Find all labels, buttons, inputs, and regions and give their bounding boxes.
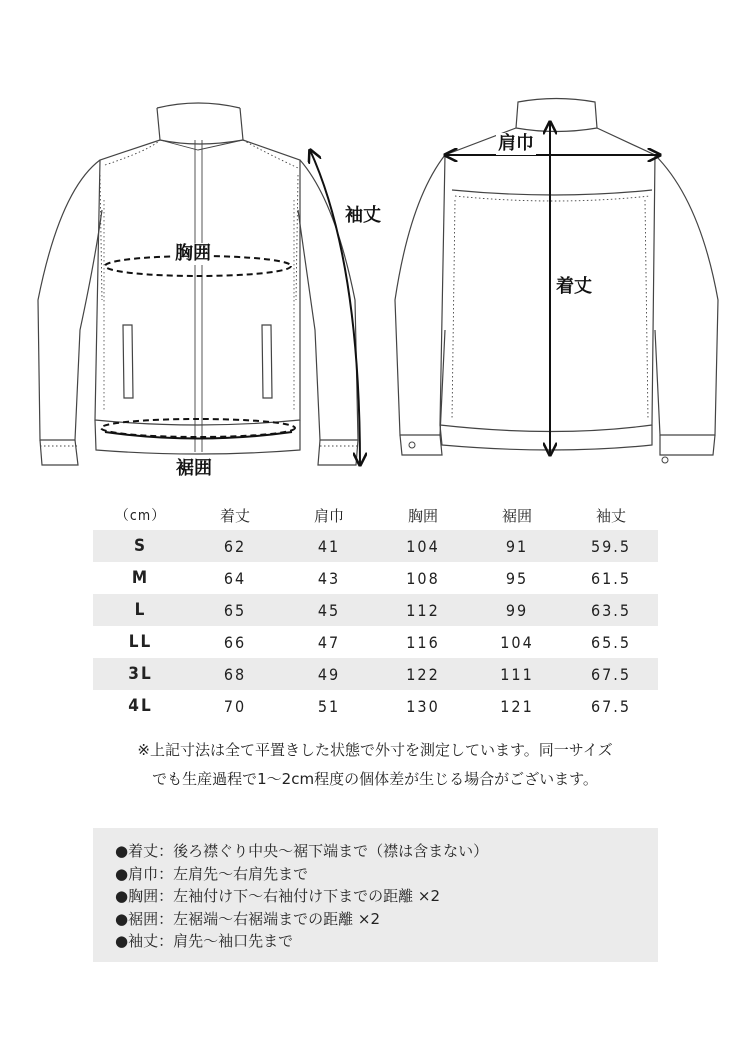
table-cell: 45 xyxy=(282,594,376,626)
length-label: 着丈 xyxy=(556,276,592,297)
table-cell: 116 xyxy=(406,632,440,652)
table-cell: 122 xyxy=(376,658,470,690)
table-row xyxy=(93,690,658,722)
jacket-diagram xyxy=(0,0,750,490)
table-cell: 111 xyxy=(470,658,564,690)
table-cell: 68 xyxy=(188,658,282,690)
table-cell: 64 xyxy=(223,568,247,588)
bullet-icon: ● xyxy=(115,909,129,928)
table-row xyxy=(93,562,658,594)
measurement-note-line1: ※上記寸法は全て平置きした状態で外寸を測定しています。同一サイズ xyxy=(137,741,613,759)
table-cell: 121 xyxy=(500,696,534,716)
definition-term: 着丈 xyxy=(128,842,159,860)
definition-text: ：左袖付け下〜右袖付け下までの距離 ×2 xyxy=(158,887,440,905)
size-name: S xyxy=(93,530,188,562)
definition-item xyxy=(115,863,658,886)
size-name: LL xyxy=(128,632,153,652)
definition-term: 袖丈 xyxy=(128,932,159,950)
definition-text: ：左肩先〜右肩先まで xyxy=(158,864,309,883)
table-row xyxy=(93,594,658,626)
table-cell: 62 xyxy=(188,530,282,562)
definition-term: 胸囲 xyxy=(128,887,159,905)
table-cell: 112 xyxy=(376,594,470,626)
table-cell: 104 xyxy=(376,530,470,562)
size-table xyxy=(93,500,658,722)
table-cell: 67.5 xyxy=(590,696,632,716)
table-cell: 99 xyxy=(470,594,564,626)
table-cell: 51 xyxy=(317,696,341,716)
sleeve-guide xyxy=(310,150,360,465)
definition-term: 肩巾 xyxy=(128,864,159,883)
table-cell: 65 xyxy=(188,594,282,626)
table-row xyxy=(93,626,658,658)
definition-term: 裾囲 xyxy=(128,909,159,928)
table-cell: 59.5 xyxy=(564,530,658,562)
table-row xyxy=(93,658,658,690)
header-chest: 胸囲 xyxy=(407,506,438,525)
bullet-icon: ● xyxy=(115,932,129,950)
header-sleeve: 袖丈 xyxy=(595,506,626,525)
definition-text: ：左裾端〜右裾端までの距離 ×2 xyxy=(158,909,380,928)
header-hem: 裾囲 xyxy=(501,506,532,525)
chest-label: 胸囲 xyxy=(175,243,211,264)
table-cell: 41 xyxy=(282,530,376,562)
table-cell: 49 xyxy=(282,658,376,690)
table-cell: 91 xyxy=(470,530,564,562)
table-cell: 47 xyxy=(317,632,341,652)
table-cell: 95 xyxy=(505,568,529,588)
table-cell: 43 xyxy=(317,568,341,588)
size-name: 3L xyxy=(93,658,188,690)
table-cell: 108 xyxy=(406,568,440,588)
measurement-definitions xyxy=(93,828,658,962)
bullet-icon: ● xyxy=(115,842,129,860)
size-name: 4L xyxy=(128,696,153,716)
header-shoulder: 肩巾 xyxy=(313,506,344,525)
size-name: M xyxy=(131,568,150,588)
table-cell: 104 xyxy=(500,632,534,652)
table-cell: 70 xyxy=(223,696,247,716)
table-cell: 130 xyxy=(406,696,440,716)
definition-item xyxy=(115,908,658,931)
definition-item xyxy=(115,930,658,953)
hem-label: 裾囲 xyxy=(176,458,212,479)
table-cell: 65.5 xyxy=(590,632,632,652)
sleeve-label: 袖丈 xyxy=(345,205,381,226)
table-row xyxy=(93,530,658,562)
table-cell: 63.5 xyxy=(564,594,658,626)
definition-item xyxy=(115,885,658,908)
table-cell: 61.5 xyxy=(590,568,632,588)
definition-item xyxy=(115,840,658,863)
front-view xyxy=(38,103,358,465)
table-header-row xyxy=(93,500,658,530)
table-cell: 67.5 xyxy=(564,658,658,690)
bullet-icon: ● xyxy=(115,887,129,905)
size-name: L xyxy=(93,594,188,626)
measurement-note-line2: でも生産過程で1〜2cm程度の個体差が生じる場合がございます。 xyxy=(152,770,598,788)
definition-text: ：肩先〜袖口先まで xyxy=(158,932,294,950)
header-length: 着丈 xyxy=(219,506,250,525)
table-cell: 66 xyxy=(223,632,247,652)
jacket-illustration xyxy=(0,0,750,490)
unit-label: （cm） xyxy=(114,508,167,524)
shoulder-label: 肩巾 xyxy=(498,133,534,154)
bullet-icon: ● xyxy=(115,864,129,883)
definition-text: ：後ろ襟ぐり中央〜裾下端まで（襟は含まない） xyxy=(158,842,489,860)
